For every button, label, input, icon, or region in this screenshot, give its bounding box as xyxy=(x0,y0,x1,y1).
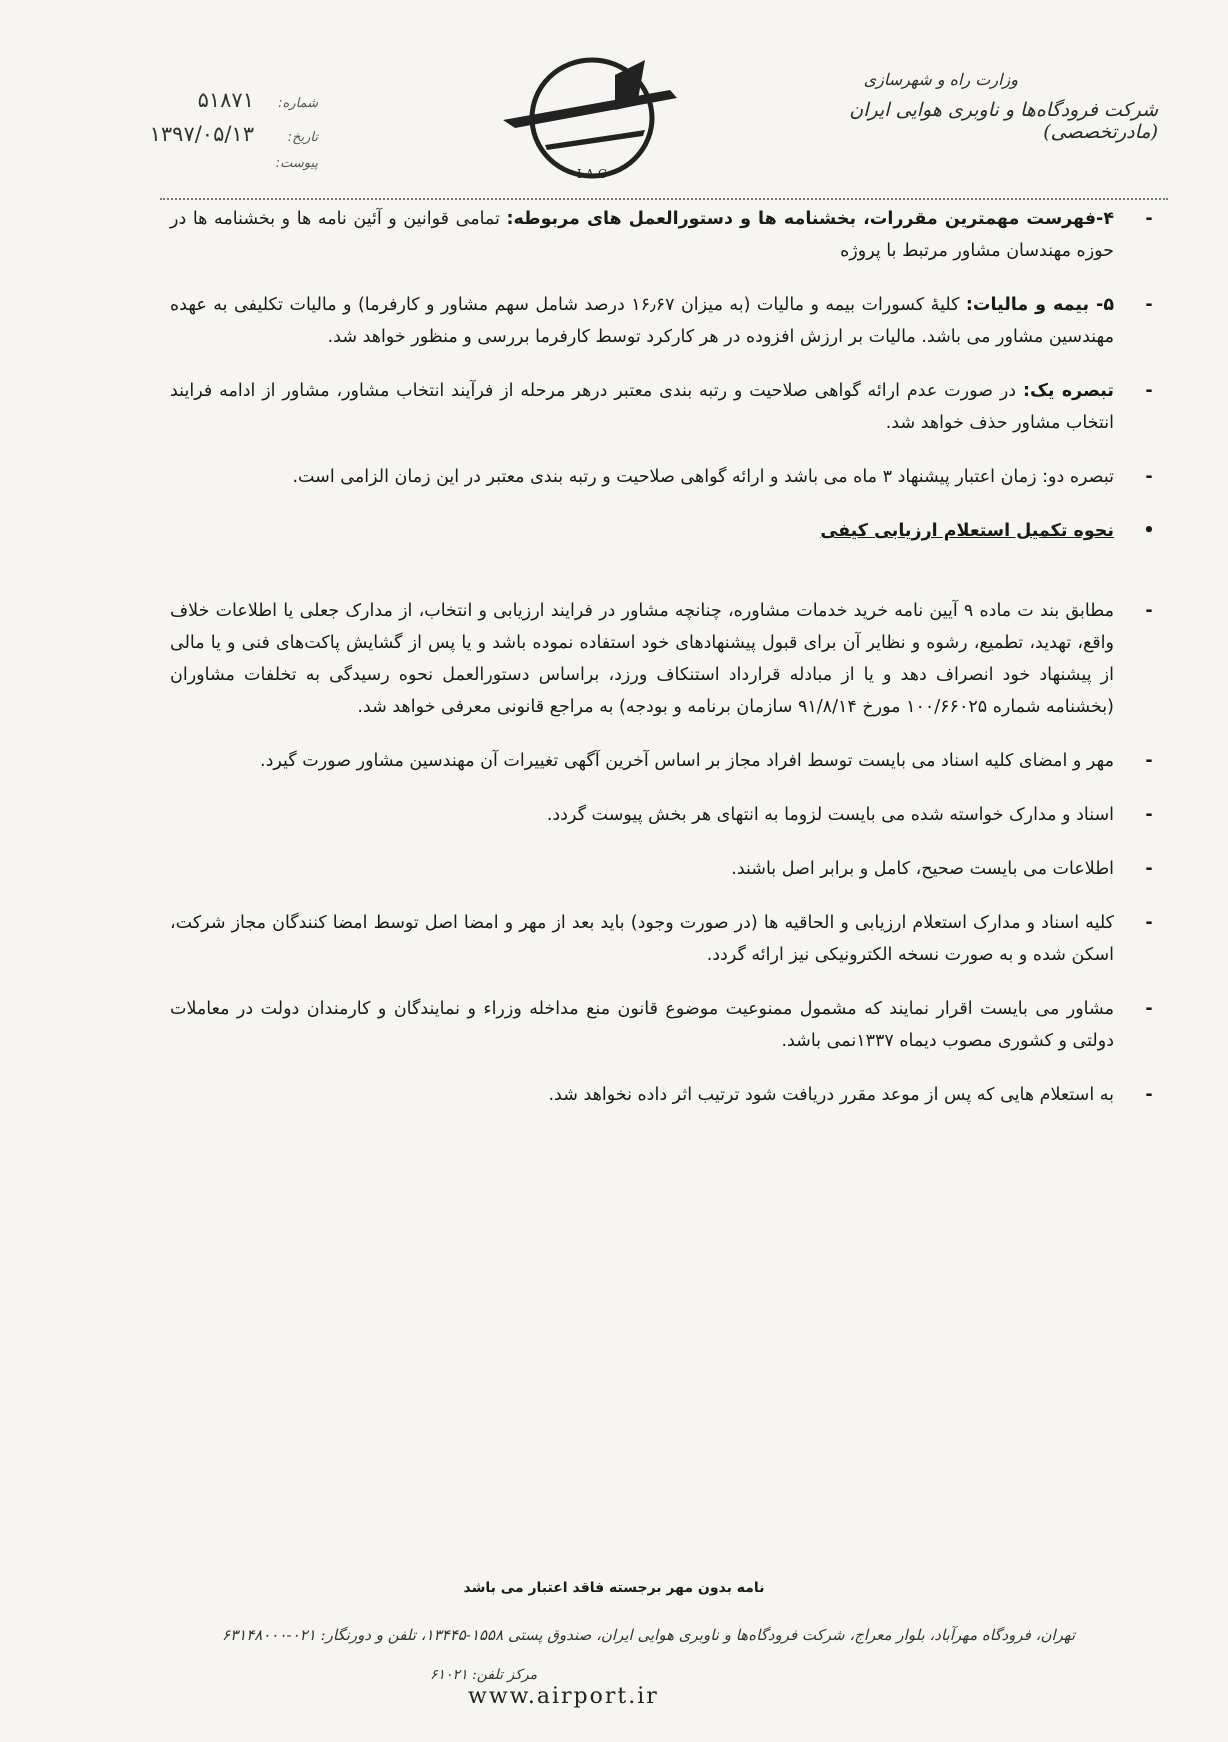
list-item xyxy=(170,1079,1153,1111)
bullet-dash: - xyxy=(1145,295,1153,315)
bullet-dash: - xyxy=(1145,859,1153,879)
validity-note: نامه بدون مهر برجسته فاقد اعتبار می باشد xyxy=(463,1580,765,1596)
bullet-dash: - xyxy=(1145,1085,1153,1105)
bullet-dash: - xyxy=(1145,999,1153,1019)
reference-date-row xyxy=(118,122,318,156)
ministry-name: وزارت راه و شهرسازی xyxy=(863,70,1018,89)
reference-number-row xyxy=(118,88,318,122)
item-title: ۵- بیمه و مالیات: xyxy=(965,295,1114,315)
list-item xyxy=(170,853,1153,885)
item-text: تمامی قوانین و آئین نامه ها و بخشنامه ها در حوزه مهندسان مشاور مرتبط با پروژه xyxy=(170,209,1114,261)
number-value: ۵۱۸۷۱ xyxy=(197,88,254,112)
bullet-dash: - xyxy=(1145,209,1153,229)
item-text: در صورت عدم ارائه گواهی صلاحیت و رتبه بندی معتبر درهر مرحله از فرآیند انتخاب مشاور، مشاور از ادامه فرایند انتخاب مشاور حذف خواهد شد. xyxy=(170,381,1114,433)
letter-reference-block xyxy=(118,88,318,190)
letter-body xyxy=(170,203,1155,1133)
footer-address: تهران، فرودگاه مهرآباد، بلوار معراج، شرکت فرودگاه‌ها و ناوبری هوایی ایران، صندوق پستی ۱۵۵۸-۱۳۴۴۵، تلفن و دورنگار: ۰۲۱-۶۳۱۴۸۰۰۰ xyxy=(222,1626,1075,1644)
bullet-dash: - xyxy=(1145,467,1153,487)
company-name: شرکت فرودگاه‌ها و ناوبری هوایی ایران (مادرتخصصی) xyxy=(849,99,1158,143)
item-text: کلیه اسناد و مدارک استعلام ارزیابی و الحاقیه ها (در صورت وجود) باید بعد از مهر و امضا اصل توسط امضا کنندگان مجاز شرکت، اسکن شده و به صورت نسخه الکترونیکی نیز ارائه گردد. xyxy=(170,913,1114,965)
header-divider xyxy=(160,198,1168,200)
bullet-dash: - xyxy=(1145,381,1153,401)
item-text: مهر و امضای کلیه اسناد می بایست توسط افراد مجاز بر اساس آخرین آگهی تغییرات آن مهندسین مشاور صورت گیرد. xyxy=(260,751,1114,771)
item-text: مطابق بند ت ماده ۹ آیین نامه خرید خدمات مشاوره، چنانچه مشاور در فرایند ارزیابی و انتخاب، از مدارک جعلی یا اطلاعات خلاف واقع، تهدید، تطمیع، رشوه و نظایر آن برای قبول پیشنهادهای خود استفاده نموده باشد و یا پس از گشایش پاکت‌های فنی و یا مالی از پیشنهاد خود انصراف دهد و یا از مبادله قرارداد استنکاف ورزد، براساس دستورالعمل نحوه رسیدگی به تخلفات مشاوران (بخشنامه شماره ۱۰۰/۶۶۰۲۵ مورخ ۹۱/۸/۱۴ سازمان برنامه و بودجه) به مراجع قانونی معرفی خواهد شد. xyxy=(170,601,1114,717)
number-label: شماره: xyxy=(278,96,318,111)
item-text: اسناد و مدارک خواسته شده می بایست لزوما به انتهای هر بخش پیوست گردد. xyxy=(546,805,1114,825)
list-item xyxy=(170,799,1153,831)
footer-phone-center: مرکز تلفن: ۶۱۰۲۱ xyxy=(430,1667,538,1683)
item-text: کلیهٔ کسورات بیمه و مالیات (به میزان ۱۶٫۶۷ درصد شامل سهم مشاور و کارفرما) و مالیات تکلیفی به عهده مهندسین مشاور می باشد. مالیات بر ارزش افزوده در هر کارکرد توسط کارفرما بررسی و منظور خواهد شد. xyxy=(170,295,1114,347)
section-heading: نحوه تکمیل استعلام ارزیابی کیفی xyxy=(820,521,1114,541)
item-text: اطلاعات می بایست صحیح، کامل و برابر اصل باشند. xyxy=(731,859,1114,879)
item-title: تبصره یک: xyxy=(1022,381,1115,401)
list-item xyxy=(170,461,1153,493)
bullet-dash: - xyxy=(1145,601,1153,621)
list-item xyxy=(170,375,1153,439)
item-text: تبصره دو: زمان اعتبار پیشنهاد ۳ ماه می باشد و ارائه گواهی صلاحیت و رتبه بندی معتبر در این زمان الزامی است. xyxy=(292,467,1114,487)
item-text: مشاور می بایست اقرار نمایند که مشمول ممنوعیت موضوع قانون منع مداخله وزراء و نمایندگان و کارمندان دولت در معاملات دولتی و کشوری مصوب دیماه ۱۳۳۷نمی باشد. xyxy=(170,999,1114,1051)
list-item xyxy=(170,289,1153,353)
list-item xyxy=(170,993,1153,1057)
bullet-dot: • xyxy=(1143,521,1155,541)
item-text: به استعلام هایی که پس از موعد مقرر دریافت شود ترتیب اثر داده نخواهد شد. xyxy=(548,1085,1114,1105)
bullet-dash: - xyxy=(1145,751,1153,771)
section-heading-row xyxy=(170,515,1155,547)
list-item xyxy=(170,595,1153,723)
date-value: ۱۳۹۷/۰۵/۱۳ xyxy=(149,122,254,146)
list-item xyxy=(170,745,1153,777)
airport-company-logo-icon xyxy=(495,50,690,185)
attachment-label: پیوست: xyxy=(275,156,318,171)
letterhead-organization xyxy=(738,70,1158,143)
list-item xyxy=(170,203,1153,267)
bullet-dash: - xyxy=(1145,805,1153,825)
list-item xyxy=(170,907,1153,971)
logo-letters: I A C xyxy=(576,167,608,181)
bullet-dash: - xyxy=(1145,913,1153,933)
item-title: ۴-فهرست مهمترین مقررات، بخشنامه ها و دستورالعمل های مربوطه: xyxy=(506,209,1115,229)
date-label: تاریخ: xyxy=(287,130,318,145)
reference-attachment-row xyxy=(118,156,318,190)
website-link[interactable]: www.airport.ir xyxy=(468,1684,659,1709)
